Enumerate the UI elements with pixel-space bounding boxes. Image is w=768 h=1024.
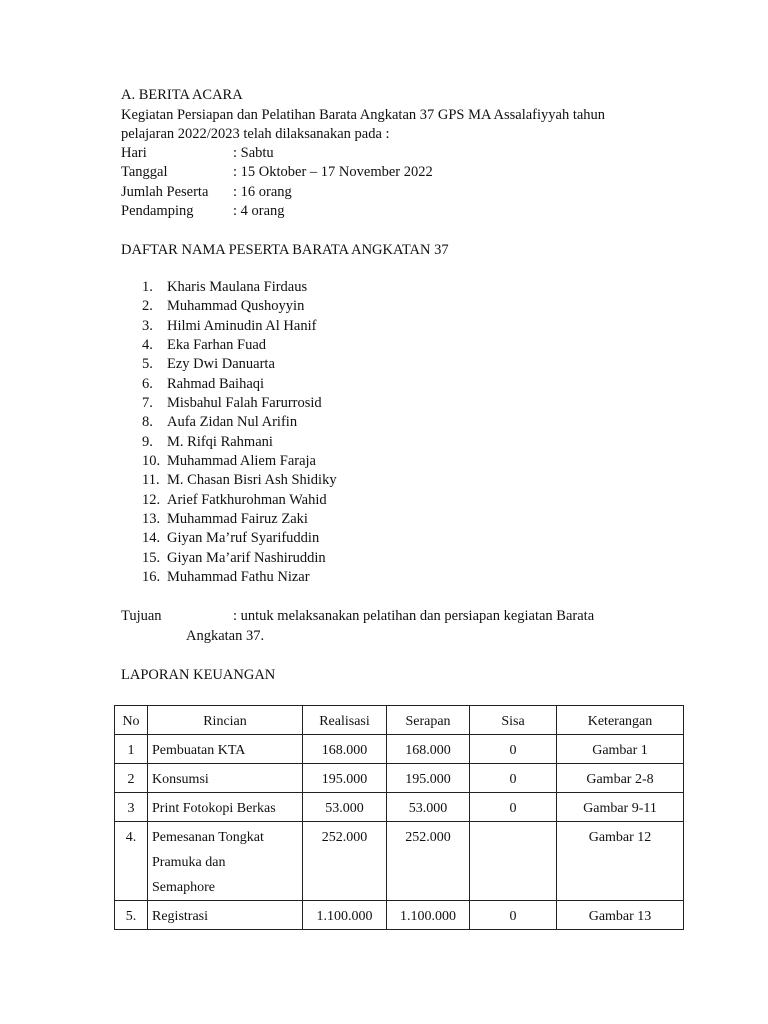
list-item — [142, 452, 337, 471]
detail-row-pendamping — [121, 202, 285, 221]
table-cell-serapan: 168.000 — [387, 735, 470, 764]
cell-line: Pemesanan Tongkat — [152, 830, 264, 845]
list-item-name: Rahmad Baihaqi — [167, 375, 265, 392]
list-item — [142, 568, 337, 587]
table-cell-no: 2 — [115, 764, 148, 793]
list-item — [142, 471, 337, 490]
finance-table — [114, 705, 684, 930]
finance-heading: LAPORAN KEUANGAN — [121, 667, 276, 683]
list-item — [142, 491, 337, 510]
table-cell-keterangan: Gambar 2-8 — [557, 764, 684, 793]
cell-line: Pembuatan KTA — [152, 743, 246, 758]
detail-value: : 16 orang — [233, 184, 292, 200]
list-item-number: 7. — [142, 395, 153, 412]
table-cell-no: 1 — [115, 735, 148, 764]
detail-row-hari — [121, 144, 274, 163]
list-item — [142, 433, 337, 452]
table-row — [115, 901, 684, 930]
tujuan-value-line-2: Angkatan 37. — [186, 628, 265, 644]
column-header: Serapan — [387, 706, 470, 735]
cell-line: Print Fotokopi Berkas — [152, 801, 276, 816]
table-cell-realisasi: 168.000 — [303, 735, 387, 764]
tujuan-row — [121, 607, 594, 626]
detail-row-jumlah-peserta — [121, 183, 292, 202]
table-cell-keterangan: Gambar 1 — [557, 735, 684, 764]
tujuan-label: Tujuan — [121, 608, 162, 624]
list-item-name: Giyan Ma’arif Nashiruddin — [167, 549, 326, 566]
list-item-name: Eka Farhan Fuad — [167, 337, 267, 354]
list-item — [142, 394, 337, 413]
table-header-row — [115, 706, 684, 735]
table-cell-sisa: 0 — [470, 735, 557, 764]
table-cell-rincian — [148, 793, 303, 822]
table-cell-realisasi: 53.000 — [303, 793, 387, 822]
table-cell-serapan: 1.100.000 — [387, 901, 470, 930]
list-item-name: Muhammad Qushoyyin — [167, 298, 305, 315]
list-item — [142, 317, 337, 336]
list-item-name: M. Rifqi Rahmani — [167, 433, 273, 450]
table-cell-serapan: 195.000 — [387, 764, 470, 793]
table-cell-rincian — [148, 901, 303, 930]
table-cell-sisa: 0 — [470, 901, 557, 930]
column-header: Keterangan — [557, 706, 684, 735]
table-cell-realisasi: 252.000 — [303, 822, 387, 901]
list-item-number: 2. — [142, 298, 153, 315]
table-cell-rincian — [148, 735, 303, 764]
list-item-number: 16. — [142, 569, 161, 586]
list-item-number: 9. — [142, 433, 153, 450]
table-cell-no: 5. — [115, 901, 148, 930]
column-header: Sisa — [470, 706, 557, 735]
list-item — [142, 278, 337, 297]
list-item-number: 11. — [142, 472, 160, 489]
table-cell-sisa — [470, 822, 557, 901]
list-item-number: 13. — [142, 511, 161, 528]
table-cell-sisa: 0 — [470, 764, 557, 793]
table-cell-rincian — [148, 764, 303, 793]
table-row — [115, 822, 684, 901]
list-item-number: 3. — [142, 317, 153, 334]
list-item-name: Hilmi Aminudin Al Hanif — [167, 317, 317, 334]
list-item-number: 6. — [142, 375, 153, 392]
detail-value: : Sabtu — [233, 145, 274, 161]
table-cell-realisasi: 1.100.000 — [303, 901, 387, 930]
cell-line: Pramuka dan — [152, 855, 226, 870]
cell-line: Registrasi — [152, 909, 208, 924]
list-item-name: Muhammad Fathu Nizar — [167, 569, 310, 586]
table-cell-rincian — [148, 822, 303, 901]
column-header: No — [115, 706, 148, 735]
tujuan-value-line-1: : untuk melaksanakan pelatihan dan persiapan kegiatan Barata — [233, 608, 595, 624]
list-item-number: 10. — [142, 453, 161, 470]
list-item-number: 1. — [142, 279, 153, 295]
intro-text-line-2: pelajaran 2022/2023 telah dilaksanakan pada : — [121, 126, 390, 142]
list-item-name: Muhammad Fairuz Zaki — [167, 511, 308, 528]
column-header: Realisasi — [303, 706, 387, 735]
table-cell-keterangan: Gambar 9-11 — [557, 793, 684, 822]
list-item-number: 15. — [142, 549, 161, 566]
list-item-name: Misbahul Falah Farurrosid — [167, 395, 322, 412]
table-cell-no: 4. — [115, 822, 148, 901]
list-item — [142, 297, 337, 316]
list-item-name: Arief Fatkhurohman Wahid — [167, 491, 327, 508]
list-item-name: Ezy Dwi Danuarta — [167, 356, 275, 373]
list-item-name: Giyan Ma’ruf Syarifuddin — [167, 530, 320, 547]
table-row — [115, 735, 684, 764]
table-cell-no: 3 — [115, 793, 148, 822]
intro-text-line-1: Kegiatan Persiapan dan Pelatihan Barata Angkatan 37 GPS MA Assalafiyyah tahun — [121, 107, 606, 123]
list-item-name: Kharis Maulana Firdaus — [167, 279, 308, 295]
column-header: Rincian — [148, 706, 303, 735]
table-cell-serapan: 252.000 — [387, 822, 470, 901]
detail-label: Pendamping — [121, 203, 194, 219]
detail-label: Jumlah Peserta — [121, 184, 209, 200]
list-item-name: Aufa Zidan Nul Arifin — [167, 414, 298, 431]
cell-line: Semaphore — [152, 880, 215, 895]
table-row — [115, 793, 684, 822]
cell-line: Konsumsi — [152, 772, 209, 787]
list-item — [142, 549, 337, 568]
table-cell-keterangan: Gambar 12 — [557, 822, 684, 901]
detail-row-tanggal — [121, 163, 433, 182]
list-item-name: M. Chasan Bisri Ash Shidiky — [167, 472, 337, 489]
list-item — [142, 510, 337, 529]
table-cell-keterangan: Gambar 13 — [557, 901, 684, 930]
list-item-name: Muhammad Aliem Faraja — [167, 453, 316, 470]
section-heading: A. BERITA ACARA — [121, 87, 243, 103]
list-item — [142, 355, 337, 374]
list-item — [142, 413, 337, 432]
list-item-number: 12. — [142, 491, 161, 508]
table-row — [115, 764, 684, 793]
participant-list — [142, 278, 337, 588]
detail-label: Tanggal — [121, 164, 168, 180]
list-item — [142, 336, 337, 355]
table-cell-sisa: 0 — [470, 793, 557, 822]
detail-value: : 15 Oktober – 17 November 2022 — [233, 164, 433, 180]
list-item — [142, 375, 337, 394]
table-cell-realisasi: 195.000 — [303, 764, 387, 793]
table-cell-serapan: 53.000 — [387, 793, 470, 822]
list-item-number: 5. — [142, 356, 153, 373]
list-item-number: 4. — [142, 337, 153, 354]
detail-label: Hari — [121, 145, 147, 161]
detail-value: : 4 orang — [233, 203, 285, 219]
list-item-number: 14. — [142, 530, 161, 547]
list-item — [142, 529, 337, 548]
list-item-number: 8. — [142, 414, 153, 431]
participants-heading: DAFTAR NAMA PESERTA BARATA ANGKATAN 37 — [121, 242, 449, 258]
